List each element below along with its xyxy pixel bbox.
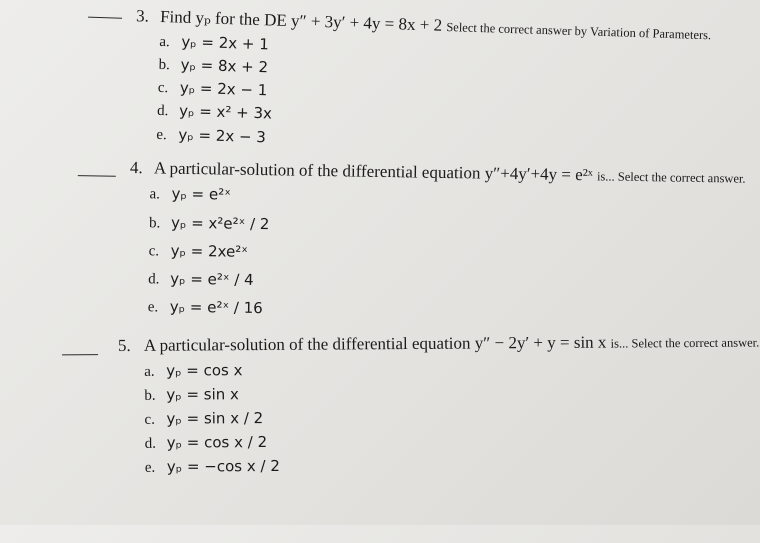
stem-main: Find yₚ for the DE y″ + 3y′ + 4y = 8x + 2 [159, 6, 443, 35]
option-d [145, 433, 268, 453]
stem-instruction: Select the correct answer by Variation of Parameters. [446, 19, 712, 43]
option-e [145, 457, 280, 477]
stem-main: A particular-solution of the differential equation y″+4y′+4y = e²ˣ [153, 158, 593, 185]
question-number: 3. [135, 6, 150, 26]
option-letter: c. [148, 243, 160, 260]
option-letter: d. [148, 271, 160, 288]
option-letter: e. [156, 126, 168, 144]
option-answer: yₚ = 2x + 1 [181, 32, 270, 54]
option-c [144, 409, 263, 429]
option-letter: c. [144, 411, 156, 428]
option-letter: e. [147, 299, 159, 316]
option-answer: yₚ = x² + 3x [178, 101, 273, 123]
option-letter: a. [159, 33, 170, 51]
option-answer: yₚ = e²ˣ [171, 184, 232, 204]
option-answer: yₚ = sin x [166, 385, 239, 404]
option-b [144, 385, 239, 405]
option-letter: d. [144, 435, 156, 452]
option-letter: a. [144, 363, 155, 380]
option-answer: yₚ = x²e²ˣ / 2 [170, 213, 270, 234]
answer-blank [62, 354, 98, 355]
option-letter: b. [144, 387, 156, 404]
option-letter: a. [149, 186, 161, 203]
stem-main: A particular-solution of the differential equation y″ − 2y′ + y = sin x [143, 332, 607, 355]
option-answer: yₚ = cos x / 2 [166, 432, 268, 452]
option-letter: e. [144, 459, 156, 476]
question-number: 5. [117, 335, 131, 356]
option-letter: d. [156, 102, 169, 120]
option-answer: yₚ = 2xe²ˣ [170, 241, 249, 261]
option-answer: yₚ = −cos x / 2 [166, 456, 280, 476]
option-answer: yₚ = sin x / 2 [166, 409, 264, 428]
option-answer: yₚ = 2x − 3 [178, 125, 267, 147]
option-answer: yₚ = 8x + 2 [180, 55, 269, 77]
option-a [144, 361, 242, 381]
option-answer: yₚ = 2x − 1 [179, 78, 268, 100]
option-letter: b. [158, 56, 171, 74]
option-letter: c. [157, 79, 169, 97]
question-number: 4. [129, 158, 143, 178]
stem-instruction: is... Select the correct answer. [596, 169, 746, 186]
stem-instruction: is... Select the correct answer. [610, 335, 760, 351]
option-letter: b. [148, 215, 161, 232]
question-stem [144, 332, 759, 356]
option-answer: yₚ = e²ˣ / 4 [170, 269, 254, 289]
option-answer: yₚ = cos x [166, 361, 243, 380]
option-answer: yₚ = e²ˣ / 16 [169, 297, 263, 318]
